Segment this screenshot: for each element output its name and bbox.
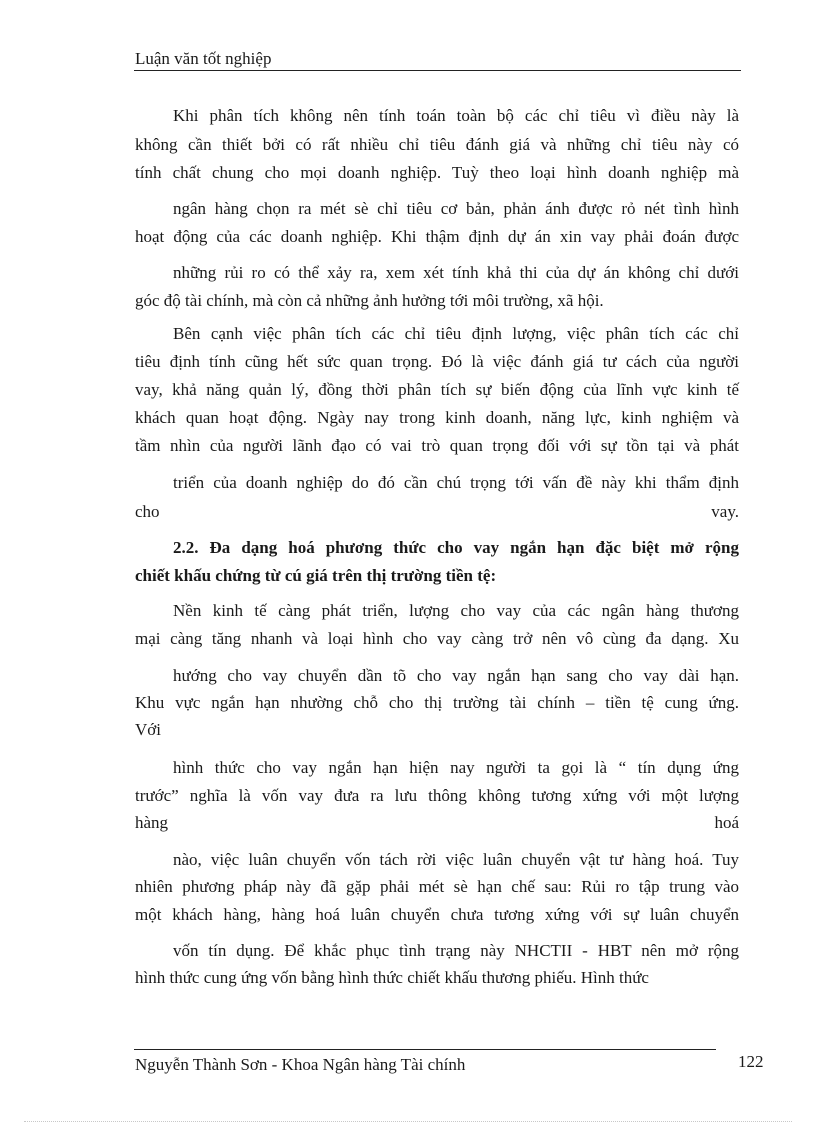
text-line: nào, việc luân chuyển vốn tách rời việc luân chuyển vật tư hàng hoá. Tuy (173, 850, 739, 869)
text-line: Khu vực ngắn hạn nhường chỗ cho thị trường tài chính – tiền tệ cung ứng. (135, 693, 739, 712)
text-line: một khách hàng, hàng hoá luân chuyển chưa tương xứng với sự luân chuyển (135, 905, 739, 924)
header-rule (134, 70, 741, 71)
text-line: những rủi ro có thể xảy ra, xem xét tính khả thi của dự án không chỉ dưới (173, 263, 739, 282)
text-line: nhiên phương pháp này đã gặp phải mét sè hạn chế sau: Rủi ro tập trung vào (135, 877, 739, 896)
page-edge-divider (24, 1121, 792, 1122)
text-line: vốn tín dụng. Để khắc phục tình trạng này NHCTII - HBT nên mở rộng (173, 941, 739, 960)
text-line: tính chất chung cho mọi doanh nghiệp. Tuỳ theo loại hình doanh nghiệp mà (135, 163, 739, 182)
split-line (135, 812, 739, 834)
split-line-right: hoá (714, 813, 739, 832)
text-line: hướng cho vay chuyển dần tõ cho vay ngắn hạn sang cho vay dài hạn. (173, 666, 739, 685)
split-line-left: cho (135, 502, 160, 521)
header-title: Luận văn tốt nghiệp (135, 49, 272, 68)
section-heading: chiết khấu chứng từ cú giá trên thị trường tiền tệ: (135, 566, 497, 585)
text-line: không cần thiết bởi có rất nhiều chỉ tiêu đánh giá và những chỉ tiêu này có (135, 135, 739, 154)
text-line: góc độ tài chính, mà còn cả những ảnh hưởng tới môi trường, xã hội. (135, 291, 604, 310)
text-line: mại càng tăng nhanh và loại hình cho vay càng trở nên vô cùng đa dạng. Xu (135, 629, 739, 648)
text-line: vay, khả năng quản lý, đồng thời phân tích sự biến động của lĩnh vực kinh tế (135, 380, 739, 399)
text-line: ngân hàng chọn ra mét sè chỉ tiêu cơ bản, phản ánh được rỏ nét tình hình (173, 199, 739, 218)
text-line: Với (135, 720, 161, 739)
section-heading: 2.2. Đa dạng hoá phương thức cho vay ngắn hạn đặc biệt mở rộng (173, 538, 739, 557)
text-line: triển của doanh nghiệp do đó cần chú trọng tới vấn đề này khi thẩm định (173, 473, 739, 492)
text-line: hình thức cho vay ngắn hạn hiện nay người ta gọi là “ tín dụng ứng (173, 758, 739, 777)
text-line: hoạt động của các doanh nghiệp. Khi thậm định dự án xin vay phải đoán được (135, 227, 739, 246)
text-line: Nền kinh tế càng phát triển, lượng cho vay của các ngân hàng thương (173, 601, 739, 620)
text-line: tiêu định tính cũng hết sức quan trọng. Đó là việc đánh giá tư cách của người (135, 352, 739, 371)
footer-rule (134, 1049, 716, 1050)
page-number: 122 (738, 1052, 764, 1071)
text-line: Khi phân tích không nên tính toán toàn bộ các chỉ tiêu vì điều này là (173, 106, 739, 125)
text-line: Bên cạnh việc phân tích các chỉ tiêu định lượng, việc phân tích các chỉ (173, 324, 739, 343)
text-line: trước” nghĩa là vốn vay đưa ra lưu thông không tương xứng với một lượng (135, 786, 739, 805)
split-line (135, 501, 739, 523)
text-line: khách quan hoạt động. Ngày nay trong kinh doanh, năng lực, kinh nghiệm và (135, 408, 739, 427)
split-line-left: hàng (135, 813, 169, 832)
footer-author: Nguyễn Thành Sơn - Khoa Ngân hàng Tài chính (135, 1055, 466, 1074)
split-line-right: vay. (711, 502, 739, 521)
text-line: tầm nhìn của người lãnh đạo có vai trò quan trọng đối với sự tồn tại và phát (135, 436, 739, 455)
text-line: hình thức cung ứng vốn bằng hình thức chiết khấu thương phiếu. Hình thức (135, 968, 649, 987)
